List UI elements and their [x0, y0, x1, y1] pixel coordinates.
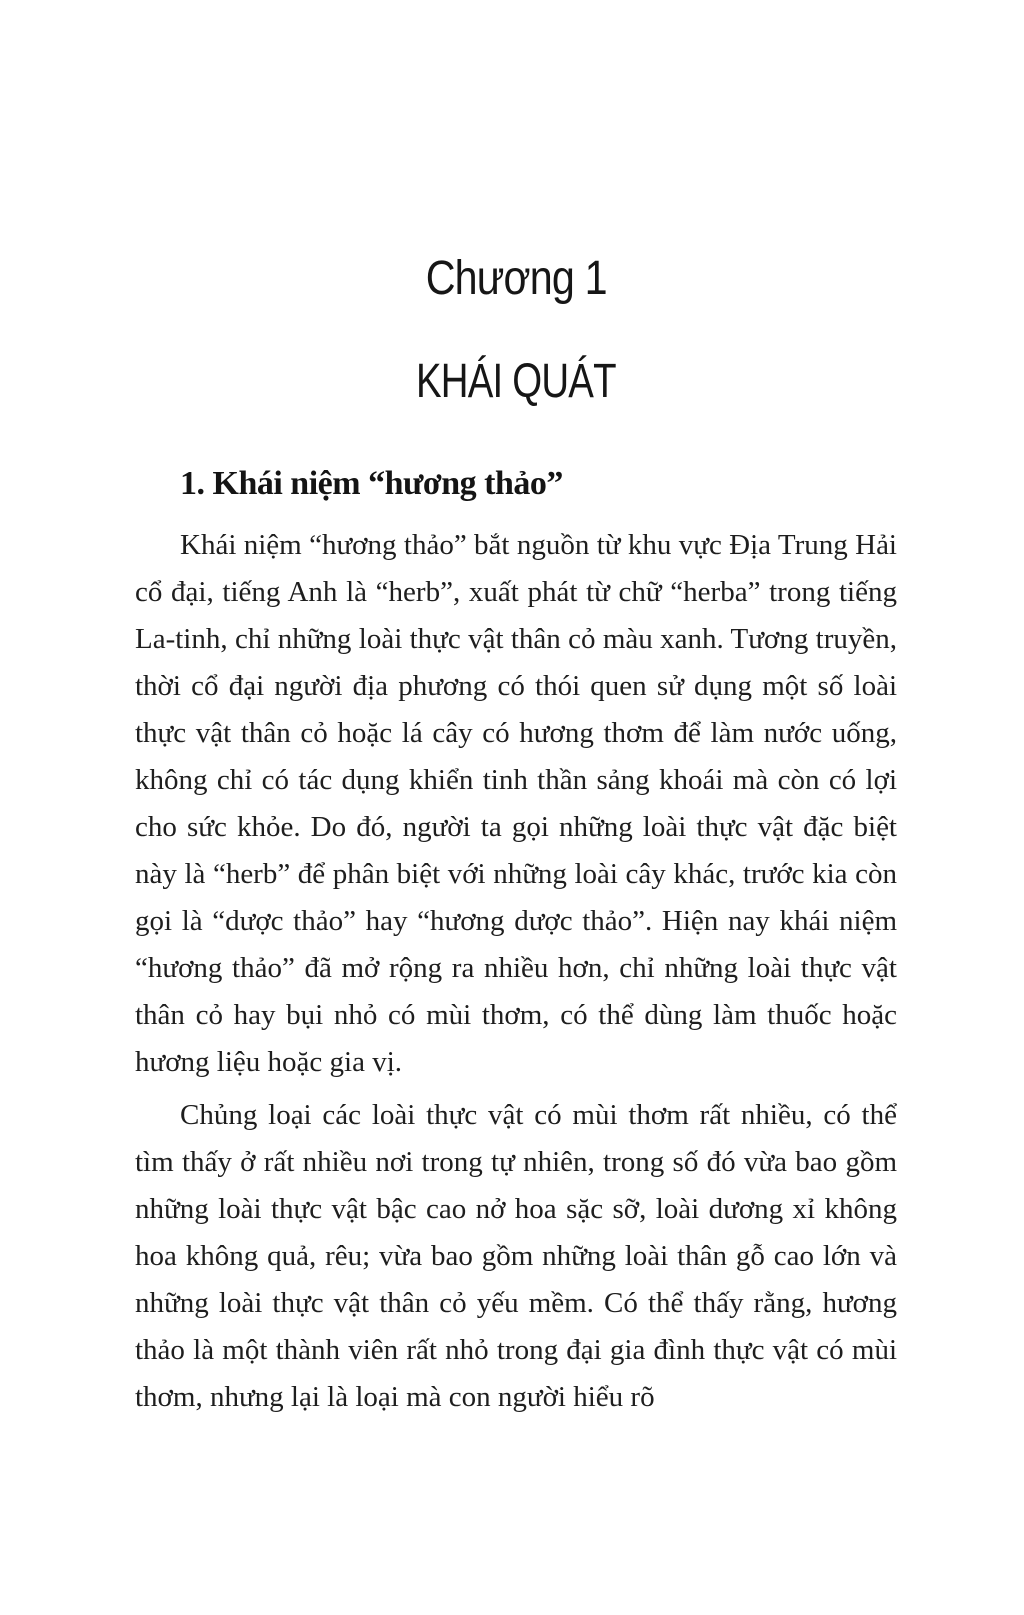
section-heading: 1. Khái niệm “hương thảo”	[180, 465, 563, 502]
page-content	[135, 0, 897, 1421]
chapter-title-text: KHÁI QUÁT	[416, 355, 616, 408]
chapter-title	[135, 354, 897, 410]
chapter-label-text: Chương 1	[425, 252, 607, 305]
body-paragraph: Chủng loại các loài thực vật có mùi thơm rất nhiều, có thể tìm thấy ở rất nhiều nơi trong tự nhiên, trong số đó vừa bao gồm những loài thực vật bậc cao nở hoa sặc sỡ, loài dương xỉ không hoa không quả, rêu; vừa bao gồm những loài thân gỗ cao lớn và những loài thực vật thân cỏ yếu mềm. Có thể thấy rằng, hương thảo là một thành viên rất nhỏ trong đại gia đình thực vật có mùi thơm, nhưng lại là loại mà con người hiểu rõ	[135, 1099, 897, 1413]
body-paragraph: Khái niệm “hương thảo” bắt nguồn từ khu vực Địa Trung Hải cổ đại, tiếng Anh là “herb”, xuất phát từ chữ “herba” trong tiếng La-tinh, chỉ những loài thực vật thân cỏ màu xanh. Tương truyền, thời cổ đại người địa phương có thói quen sử dụng một số loài thực vật thân cỏ hoặc lá cây có hương thơm để làm nước uống, không chỉ có tác dụng khiển tinh thần sảng khoái mà còn có lợi cho sức khỏe. Do đó, người ta gọi những loài thực vật đặc biệt này là “herb” để phân biệt với những loài cây khác, trước kia còn gọi là “dược thảo” hay “hương dược thảo”. Hiện nay khái niệm “hương thảo” đã mở rộng ra nhiều hơn, chỉ những loài thực vật thân cỏ hay bụi nhỏ có mùi thơm, có thể dùng làm thuốc hoặc hương liệu hoặc gia vị.	[135, 529, 897, 1078]
chapter-label	[135, 250, 897, 308]
